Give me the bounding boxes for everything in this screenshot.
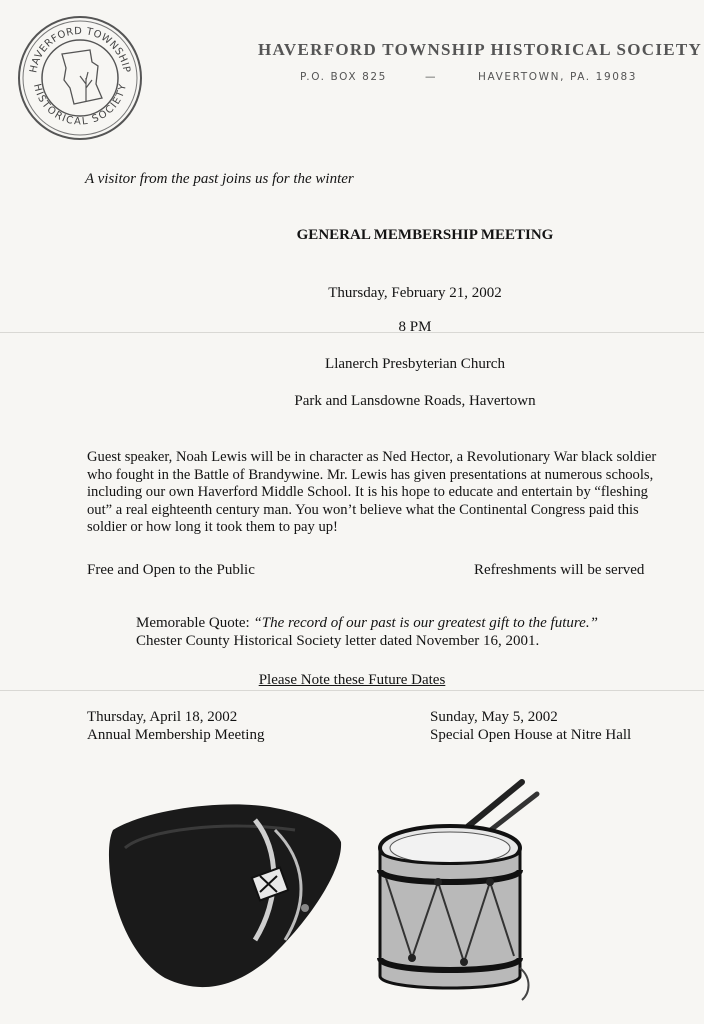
future-event [87, 708, 264, 744]
refreshments-note: Refreshments will be served [474, 562, 645, 578]
tagline: A visitor from the past joins us for the winter [85, 171, 354, 187]
quote-text: “The record of our past is our greatest gift to the future.” [253, 615, 598, 631]
meeting-venue: Llanerch Presbyterian Church [325, 356, 505, 372]
seal-text-bottom: HISTORICAL SOCIETY [30, 82, 129, 128]
future-event-name: Special Open House at Nitre Hall [430, 727, 632, 743]
city-address: HAVERTOWN, PA. 19083 [478, 71, 638, 83]
future-event [430, 708, 631, 744]
future-event-date: Sunday, May 5, 2002 [430, 709, 558, 725]
address-separator: — [425, 71, 438, 83]
meeting-time: 8 PM [398, 319, 432, 335]
po-box: P.O. BOX 825 [300, 71, 387, 83]
letterhead-title: HAVERFORD TOWNSHIP HISTORICAL SOCIETY [258, 40, 703, 59]
event-description: Guest speaker, Noah Lewis will be in character as Ned Hector, a Revolutionary War black soldier who fought in the Battle of Brandywine. Mr. Lewis has given presentations at numerous schools, including our own Haverford Middle School. It is his hope to educate and entertain by “fleshing out” a real eighteenth century man. You won’t believe what the Continental Congress paid this soldier or how long it took them to pay up! [87, 449, 657, 536]
quote-source: Chester County Historical Society letter dated November 16, 2001. [136, 633, 540, 649]
society-seal-icon [16, 14, 144, 142]
seal-text-top: HAVERFORD TOWNSHIP [28, 25, 132, 74]
fold-line [0, 690, 704, 691]
meeting-date: Thursday, February 21, 2002 [328, 285, 502, 301]
meeting-heading: GENERAL MEMBERSHIP MEETING [296, 227, 554, 243]
admission-note: Free and Open to the Public [87, 562, 255, 578]
future-dates-heading [0, 672, 704, 689]
future-dates-heading-text: Please Note these Future Dates [258, 672, 446, 688]
future-event-date: Thursday, April 18, 2002 [87, 709, 238, 725]
svg-text:HISTORICAL SOCIETY [31, 82, 129, 127]
tricorn-hat-icon [105, 790, 345, 995]
quote-label: Memorable Quote: [136, 615, 250, 631]
future-event-name: Annual Membership Meeting [87, 727, 265, 743]
memorable-quote [136, 614, 598, 650]
meeting-address: Park and Lansdowne Roads, Havertown [294, 393, 536, 409]
snare-drum-icon [372, 778, 542, 1003]
